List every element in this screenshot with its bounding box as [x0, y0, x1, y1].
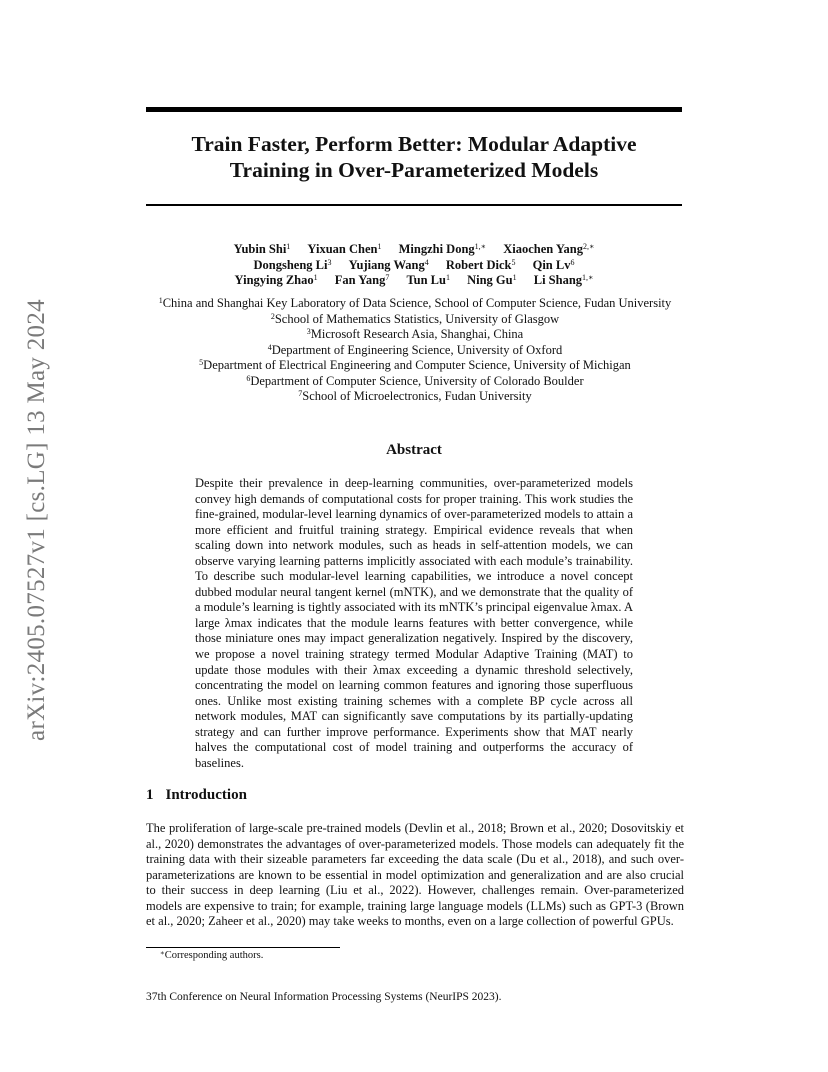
author: Robert Dick$^5$: [445, 257, 516, 272]
arxiv-side-stamp: [22, 280, 52, 760]
affiliation: $^1$China and Shanghai Key Laboratory of Data Science, School of Computer Science, Fudan University: [158, 296, 672, 310]
author: Mingzhi Dong$^{1,∗}$: [398, 242, 487, 256]
title-top-rule: [146, 107, 682, 112]
author: Yixuan Chen$^1$: [307, 242, 382, 256]
author: Tun Lu$^1$: [406, 273, 450, 287]
arxiv-identifier: arXiv:2405.07527v1 [cs.LG] 13 May 2024: [23, 299, 50, 741]
affiliation: $^2$School of Mathematics Statistics, University of Glasgow: [270, 311, 560, 326]
conference-note: 37th Conference on Neural Information Processing Systems (NeurIPS 2023).: [146, 991, 502, 1003]
author-list: [146, 242, 682, 289]
author: Dongsheng Li$^3$: [253, 257, 332, 272]
author-line-1: [146, 242, 682, 258]
author: Li Shang$^{1,∗}$: [533, 273, 594, 287]
paper-title: [146, 131, 682, 183]
title-line-1: Train Faster, Perform Better: Modular Adaptive: [191, 132, 637, 156]
section-number: 1: [146, 787, 154, 803]
author-line-3: [146, 273, 682, 289]
author: Fan Yang$^7$: [334, 273, 390, 287]
abstract-heading: Abstract: [386, 442, 442, 458]
affiliation-list: [120, 296, 710, 405]
footnote: [160, 950, 263, 961]
footnote-text: Corresponding authors.: [164, 950, 264, 961]
affiliation: $^3$Microsoft Research Asia, Shanghai, China: [306, 327, 524, 341]
author: Yujiang Wang$^4$: [348, 257, 429, 272]
abstract-body: Despite their prevalence in deep-learning communities, over-parameterized models convey high demands of computational costs for proper training. This work studies the fine-grained, modular-level learning dynamics of over-parameterized models to attain a more efficient and fruitful training strategy. Empirical evidence reveals that when scaling down into network modules, such as heads in self-attention models, we can observe varying learning patterns implicitly associated with each module’s trainability. To describe such modular-level learning capabilities, we introduce a novel concept dubbed modular neural tangent kernel (mNTK), and we demonstrate that the quality of a module’s learning is tightly associated with its mNTK’s principal eigenvalue λmax. A large λmax indicates that the module learns features with better convergence, while those miniature ones may impact generalization negatively. Inspired by the discovery, we propose a novel training strategy termed Modular Adaptive Training (MAT) to update those modules with their λmax exceeding a dynamic threshold selectively, concentrating the model on learning common features and ignoring those superfluous ones. Unlike most existing training schemes with a complete BP cycle across all network modules, MAT can significantly save computations by its partially-updating strategy and can further improve performance. Experiments show that MAT nearly halves the computational cost of model training and outperforms the accuracy of baselines.: [195, 476, 633, 770]
footnote-mark: ∗: [160, 949, 165, 957]
author: Yingying Zhao$^1$: [234, 273, 318, 287]
author-line-2: [146, 258, 682, 274]
author: Yubin Shi$^1$: [233, 242, 291, 256]
affiliation: $^7$School of Microelectronics, Fudan University: [298, 389, 532, 403]
section-heading-introduction: [146, 787, 247, 804]
author: Xiaochen Yang$^{2,∗}$: [503, 242, 595, 256]
introduction-paragraph: The proliferation of large-scale pre-trained models (Devlin et al., 2018; Brown et al., 2020; Dosovitskiy et al., 2020) demonstrates the advantages of over-parameterized models. Those models can adequately fit the training data with their sizeable parameters far exceeding the data scale (Du et al., 2018), and such over-parameterizations are known to be essential in model optimization and generalization and are also crucial to their success in deep learning (Liu et al., 2022). However, challenges remain. Over-parameterized models are expensive to train; for example, training large language models (LLMs) such as GPT-3 (Brown et al., 2020; Zaheer et al., 2020) may take weeks to months, even on a large collection of powerful GPUs.: [146, 821, 684, 929]
affiliation: $^6$Department of Computer Science, University of Colorado Boulder: [246, 373, 584, 388]
author: Ning Gu$^1$: [467, 273, 517, 287]
title-bottom-rule: [146, 204, 682, 206]
footnote-rule: [146, 947, 340, 948]
title-line-2: Training in Over-Parameterized Models: [229, 158, 599, 182]
author: Qin Lv$^6$: [532, 257, 575, 272]
section-title: Introduction: [165, 787, 247, 803]
affiliation: $^5$Department of Electrical Engineering and Computer Science, University of Michigan: [199, 358, 631, 372]
affiliation: $^4$Department of Engineering Science, University of Oxford: [267, 342, 563, 357]
